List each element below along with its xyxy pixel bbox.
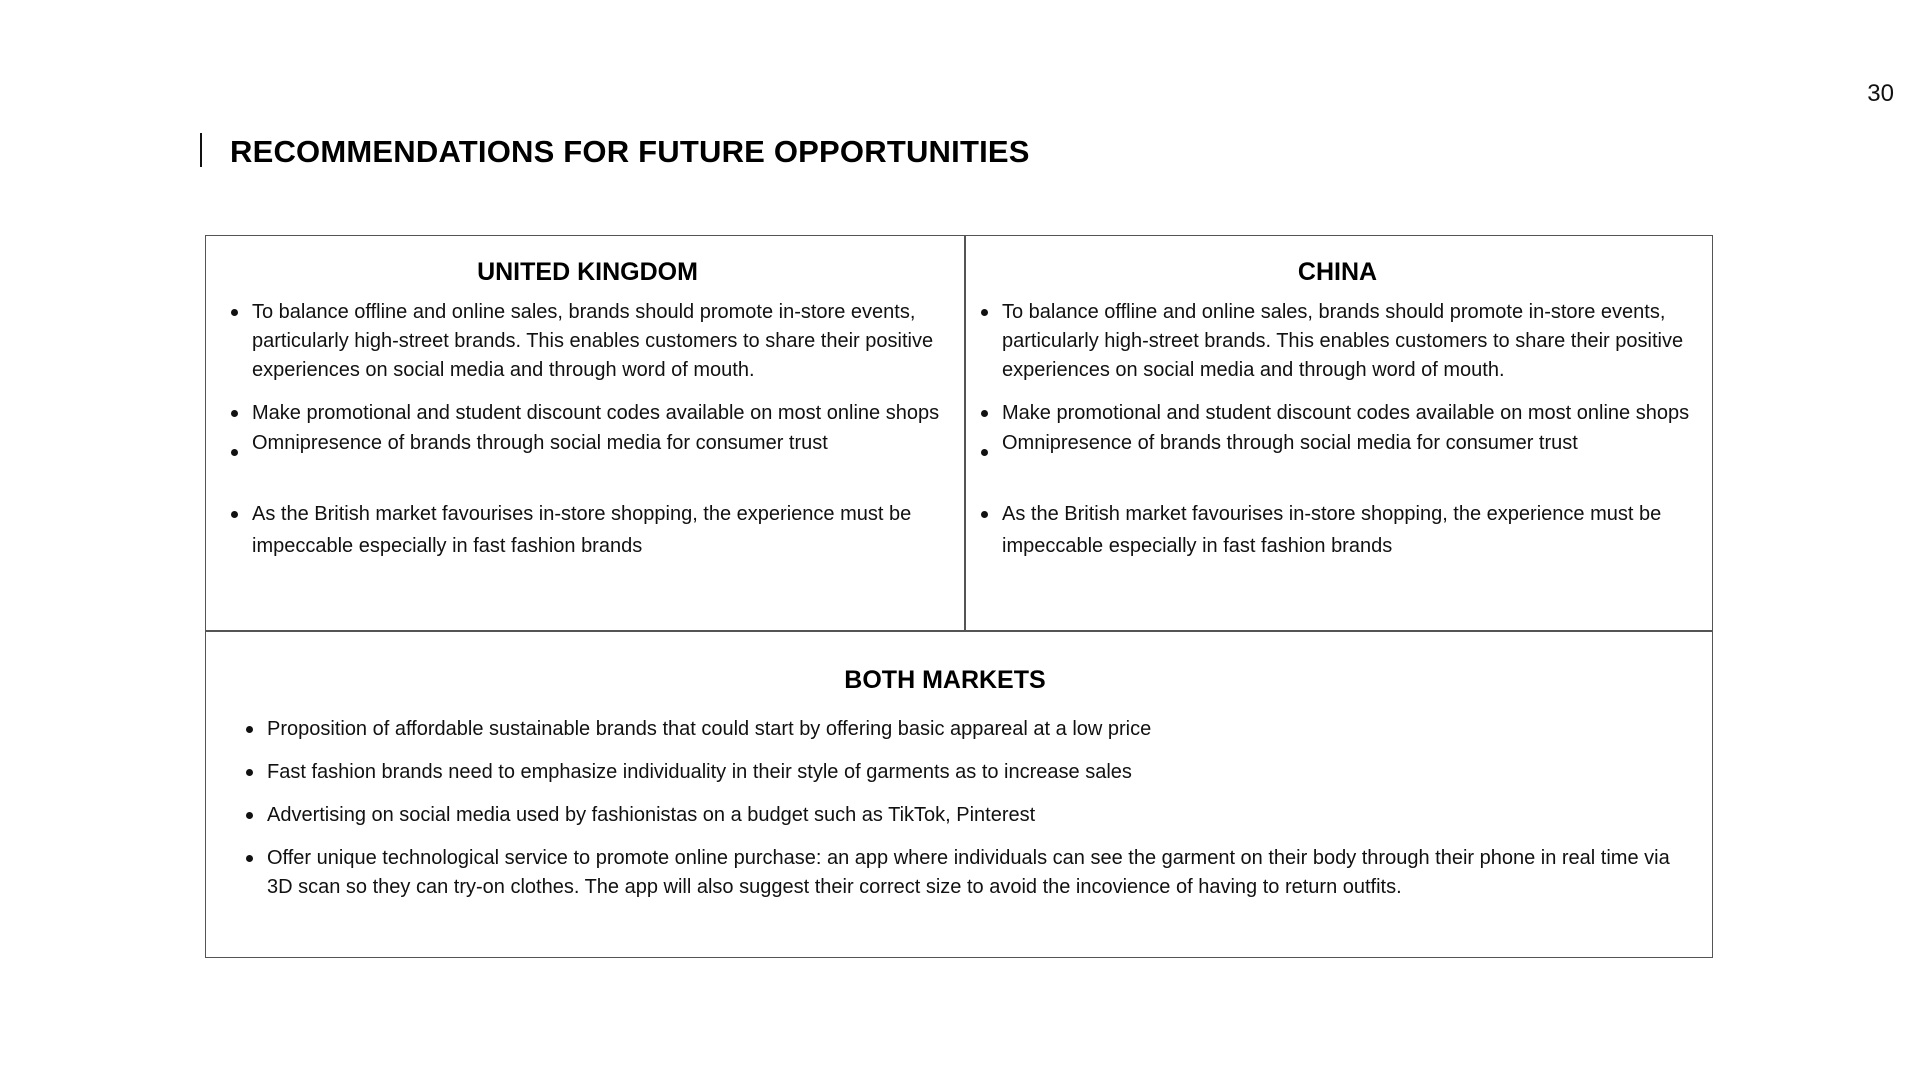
list-item (975, 298, 1700, 385)
list-item-text: Omnipresence of brands through social media for consumer trust (1002, 432, 1578, 454)
list-item (975, 429, 1700, 498)
bullet-dot-icon (231, 309, 238, 316)
both-markets-bullet-list (240, 715, 1680, 902)
uk-section (225, 255, 950, 562)
page-title: RECOMMENDATIONS FOR FUTURE OPPORTUNITIES (230, 134, 1030, 169)
bullet-dot-icon (246, 812, 253, 819)
list-item-text: Proposition of affordable sustainable brands that could start by offering basic appareal at a low price (267, 718, 1152, 740)
list-item-text: To balance offline and online sales, brands should promote in-store events, particularly high-street brands. This enables customers to share their positive experiences on social media and through word of mouth. (1002, 301, 1684, 381)
list-item-text: Advertising on social media used by fashionistas on a budget such as TikTok, Pinterest (267, 804, 1036, 826)
list-item (975, 397, 1700, 429)
list-item (225, 397, 950, 429)
list-item (225, 429, 950, 498)
uk-heading: UNITED KINGDOM (477, 258, 698, 286)
page-number: 30 (1867, 80, 1894, 107)
list-item (240, 801, 1680, 830)
list-item-text: As the British market favourises in-store shopping, the experience must be impeccable especially in fast fashion brands (252, 503, 912, 557)
list-item (975, 498, 1700, 562)
bullet-dot-icon (246, 855, 253, 862)
both-markets-heading: BOTH MARKETS (844, 666, 1046, 694)
list-item-text: Omnipresence of brands through social media for consumer trust (252, 432, 828, 454)
title-accent-bar (200, 133, 202, 167)
list-item (240, 844, 1680, 902)
list-item (240, 715, 1680, 744)
list-item-text: Make promotional and student discount codes available on most online shops (1002, 402, 1690, 424)
bullet-dot-icon (231, 449, 238, 456)
bullet-dot-icon (981, 309, 988, 316)
bullet-dot-icon (231, 410, 238, 417)
both-markets-section (240, 663, 1680, 902)
bullet-dot-icon (246, 726, 253, 733)
list-item-text: As the British market favourises in-store shopping, the experience must be impeccable especially in fast fashion brands (1002, 503, 1662, 557)
list-item (225, 298, 950, 385)
list-item-text: Fast fashion brands need to emphasize individuality in their style of garments as to increase sales (267, 761, 1132, 783)
list-item (240, 758, 1680, 787)
bullet-dot-icon (231, 511, 238, 518)
china-section (975, 255, 1700, 562)
china-heading: CHINA (1297, 258, 1378, 286)
bullet-dot-icon (981, 449, 988, 456)
column-divider (964, 235, 966, 630)
list-item (225, 498, 950, 562)
bullet-dot-icon (246, 769, 253, 776)
uk-bullet-list (225, 298, 950, 562)
china-bullet-list (975, 298, 1700, 562)
list-item-text: Make promotional and student discount codes available on most online shops (252, 402, 940, 424)
list-item-text: To balance offline and online sales, brands should promote in-store events, particularly high-street brands. This enables customers to share their positive experiences on social media and through word of mouth. (252, 301, 934, 381)
row-divider (205, 630, 1713, 632)
bullet-dot-icon (981, 410, 988, 417)
bullet-dot-icon (981, 511, 988, 518)
list-item-text: Offer unique technological service to promote online purchase: an app where individuals can see the garment on their body through their phone in real time via 3D scan so they can try-on clothes. The app will also suggest their correct size to avoid the incovience of having to return outfits. (267, 847, 1670, 898)
